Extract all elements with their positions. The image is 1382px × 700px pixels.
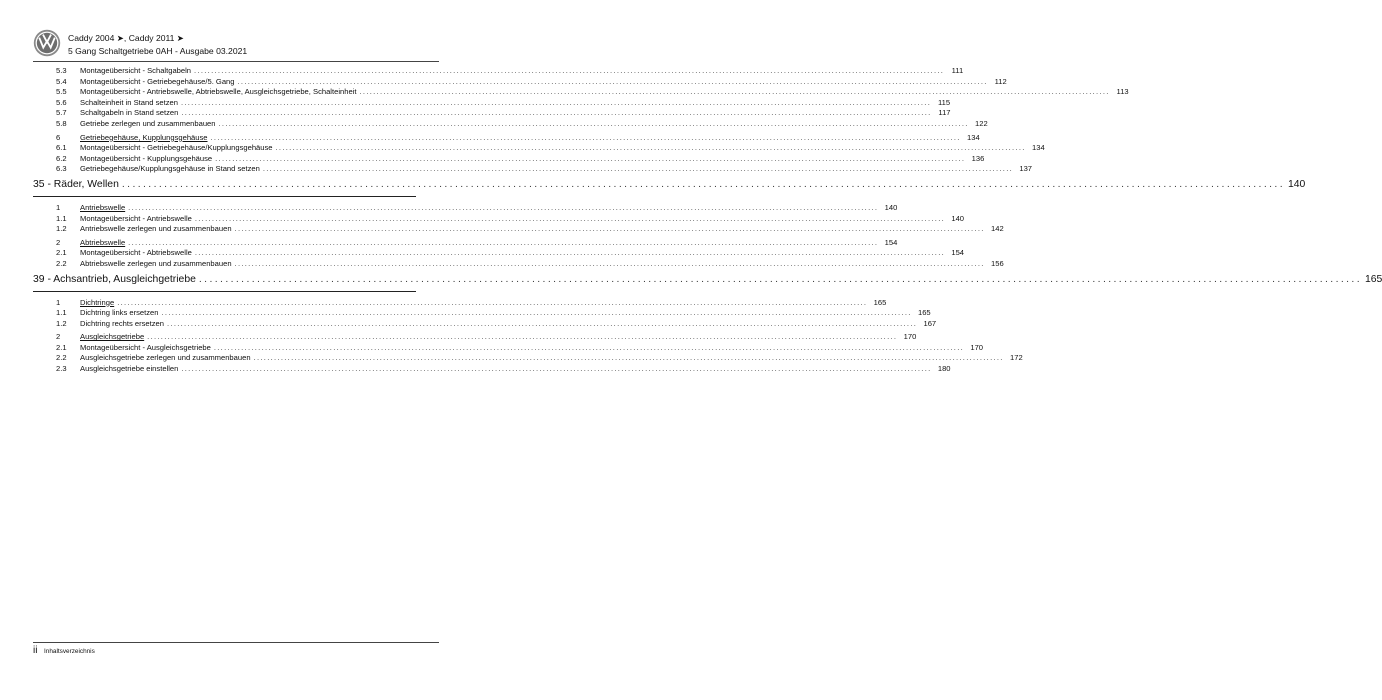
toc-leader-dots: ............................................................................................................................................................................................................................ <box>181 108 932 118</box>
footer-label: Inhaltsverzeichnis <box>44 648 95 655</box>
toc-section-row[interactable] <box>56 202 898 215</box>
toc-title: Abtriebswelle <box>80 237 126 247</box>
toc-title: Montageübersicht - Antriebswelle <box>80 213 192 223</box>
toc-page-number: 115 <box>938 97 951 107</box>
toc-title: 39 - Achsantrieb, Ausgleichgetriebe <box>33 273 196 285</box>
toc-page-number: 112 <box>994 76 1007 86</box>
toc-entry-row[interactable] <box>56 258 1004 271</box>
toc-page-number: 165 <box>917 308 931 318</box>
toc-entry-row[interactable] <box>56 364 951 376</box>
header-manual-edition: 5 Gang Schaltgetriebe 0AH - Ausgabe 03.2021 <box>68 46 248 56</box>
header-divider <box>33 61 439 62</box>
toc-leader-dots: ............................................................................................................................................................................................................................ <box>215 153 966 163</box>
toc-number: 5.5 <box>56 87 67 97</box>
toc-leader-dots: ............................................................................................................................................................................................................................ <box>194 66 945 75</box>
toc-leader-dots: ............................................................................................................................................................................................................................ <box>194 248 946 258</box>
toc-entry-row[interactable] <box>56 164 1033 176</box>
toc-title: Montageübersicht - Kupplungsgehäuse <box>80 153 213 163</box>
toc-leader-dots: ............................................................................................................................................................................................................................ <box>234 224 985 234</box>
volkswagen-logo-icon <box>33 29 61 57</box>
toc-leader-dots: ............................................................................................................................................................................................................................ <box>181 364 932 374</box>
toc-leader-dots: ............................................................................................................................................................................................................................ <box>253 353 1004 363</box>
toc-number: 2.2 <box>56 258 67 268</box>
toc-leader-dots: ............................................................................................................................................................................................................................ <box>210 132 961 142</box>
toc-number: 1 <box>56 202 61 212</box>
toc-number: 1.1 <box>56 213 67 223</box>
toc-title: Schalteinheit in Stand setzen <box>80 97 178 107</box>
footer-divider <box>33 642 439 643</box>
toc-page-number: 165 <box>1365 273 1382 285</box>
toc-entry-row[interactable] <box>56 224 1004 236</box>
toc-number: 2.2 <box>56 353 67 363</box>
toc-page-number: 140 <box>884 202 898 212</box>
toc-number: 2 <box>56 237 61 247</box>
toc-leader-dots: ............................................................................................................................................................................................................................ <box>161 308 912 318</box>
toc-number: 6 <box>56 132 61 142</box>
toc-page-number: 136 <box>971 153 985 163</box>
toc-leader-dots: ............................................................................................................................................................................................................................ <box>128 202 879 212</box>
toc-page-number: 165 <box>873 297 887 307</box>
toc-page-number: 111 <box>951 66 964 75</box>
toc-page-number: 170 <box>903 332 917 342</box>
toc-leader-dots: ............................................................................................................................................................................................................................ <box>237 76 988 86</box>
toc-entry-row[interactable] <box>56 66 964 78</box>
toc-page-number: 122 <box>975 118 988 128</box>
toc-title: Montageübersicht - Antriebswelle, Abtriebswelle, Ausgleichsgetriebe, Schalteinheit <box>80 87 357 97</box>
toc-leader-dots: ............................................................................................................................................................................................................................ <box>117 297 868 307</box>
table-of-contents <box>33 66 1382 376</box>
toc-number: 2.3 <box>56 364 67 374</box>
toc-title: Getriebe zerlegen und zusammenbauen <box>80 118 216 128</box>
toc-title: Montageübersicht - Abtriebswelle <box>80 248 192 258</box>
toc-number: 6.1 <box>56 143 67 153</box>
toc-number: 5.3 <box>56 66 67 75</box>
toc-title: Abtriebswelle zerlegen und zusammenbauen <box>80 258 232 268</box>
toc-number: 2.1 <box>56 342 67 352</box>
toc-title: Montageübersicht - Getriebegehäuse/Kupplungsgehäuse <box>80 143 273 153</box>
toc-page-number: 134 <box>967 132 980 142</box>
toc-page-number: 140 <box>1287 178 1306 190</box>
toc-title: Antriebswelle <box>80 202 126 212</box>
toc-leader-dots: ............................................................................................................................................................................................................................ <box>128 237 879 247</box>
toc-title: Dichtring links ersetzen <box>80 308 159 318</box>
toc-page-number: 167 <box>923 318 937 328</box>
toc-page-number: 113 <box>1116 87 1129 97</box>
toc-number: 5.7 <box>56 108 67 118</box>
toc-page-number: 172 <box>1010 353 1023 363</box>
toc-entry-row[interactable] <box>56 318 937 331</box>
toc-number: 6.3 <box>56 164 67 174</box>
toc-leader-dots: ............................................................................................................................................................................................................................ <box>359 87 1110 97</box>
toc-page-number: 154 <box>884 237 898 247</box>
toc-leader-dots: ............................................................................................................................................................................................................................ <box>198 273 1362 285</box>
toc-title: Ausgleichsgetriebe zerlegen und zusammenbauen <box>80 353 251 363</box>
toc-page-number: 134 <box>1032 143 1045 153</box>
toc-chapter-row[interactable] <box>33 273 1382 292</box>
toc-number: 1.2 <box>56 224 67 234</box>
toc-title: Getriebegehäuse/Kupplungsgehäuse in Stand setzen <box>80 164 260 174</box>
toc-page-number: 156 <box>991 258 1004 268</box>
toc-number: 1.1 <box>56 308 67 318</box>
footer-page-number: ii <box>33 645 38 656</box>
toc-title: Ausgleichsgetriebe <box>80 332 145 342</box>
toc-title: Montageübersicht - Ausgleichsgetriebe <box>80 342 211 352</box>
toc-page-number: 170 <box>970 342 984 352</box>
toc-page-number: 154 <box>951 248 965 258</box>
toc-chapter-row[interactable] <box>33 178 1306 197</box>
toc-leader-dots: ............................................................................................................................................................................................................................ <box>262 164 1014 174</box>
header-vehicle-models: Caddy 2004 ➤, Caddy 2011 ➤ <box>68 33 185 43</box>
toc-page-number: 137 <box>1019 164 1033 174</box>
toc-number: 6.2 <box>56 153 67 163</box>
toc-leader-dots: ............................................................................................................................................................................................................................ <box>275 143 1026 153</box>
toc-number: 2.1 <box>56 248 67 258</box>
toc-number: 1.2 <box>56 318 67 328</box>
toc-number: 5.4 <box>56 76 67 86</box>
toc-leader-dots: ............................................................................................................................................................................................................................ <box>121 178 1285 190</box>
toc-page-number: 117 <box>938 108 951 118</box>
toc-leader-dots: ............................................................................................................................................................................................................................ <box>180 97 932 107</box>
toc-leader-dots: ............................................................................................................................................................................................................................ <box>194 213 946 223</box>
toc-title: Montageübersicht - Getriebegehäuse/5. Gang <box>80 76 235 86</box>
toc-title: Dichtringe <box>80 297 115 307</box>
toc-leader-dots: ............................................................................................................................................................................................................................ <box>234 258 985 268</box>
toc-leader-dots: ............................................................................................................................................................................................................................ <box>213 342 965 352</box>
toc-number: 1 <box>56 297 61 307</box>
toc-page-number: 180 <box>937 364 951 374</box>
toc-page-number: 140 <box>951 213 965 223</box>
toc-title: Getriebegehäuse, Kupplungsgehäuse <box>80 132 208 142</box>
toc-title: Ausgleichsgetriebe einstellen <box>80 364 179 374</box>
toc-title: Montageübersicht - Schaltgabeln <box>80 66 192 75</box>
toc-page-number: 142 <box>991 224 1004 234</box>
toc-title: Antriebswelle zerlegen und zusammenbauen <box>80 224 232 234</box>
toc-leader-dots: ............................................................................................................................................................................................................................ <box>167 318 918 328</box>
toc-leader-dots: ............................................................................................................................................................................................................................ <box>218 118 969 128</box>
toc-number: 5.6 <box>56 97 67 107</box>
toc-number: 2 <box>56 332 61 342</box>
toc-number: 5.8 <box>56 118 67 128</box>
toc-title: Dichtring rechts ersetzen <box>80 318 164 328</box>
toc-leader-dots: ............................................................................................................................................................................................................................ <box>147 332 898 342</box>
toc-title: 35 - Räder, Wellen <box>33 178 119 190</box>
toc-title: Schaltgabeln in Stand setzen <box>80 108 179 118</box>
toc-entry-row[interactable] <box>56 118 988 131</box>
